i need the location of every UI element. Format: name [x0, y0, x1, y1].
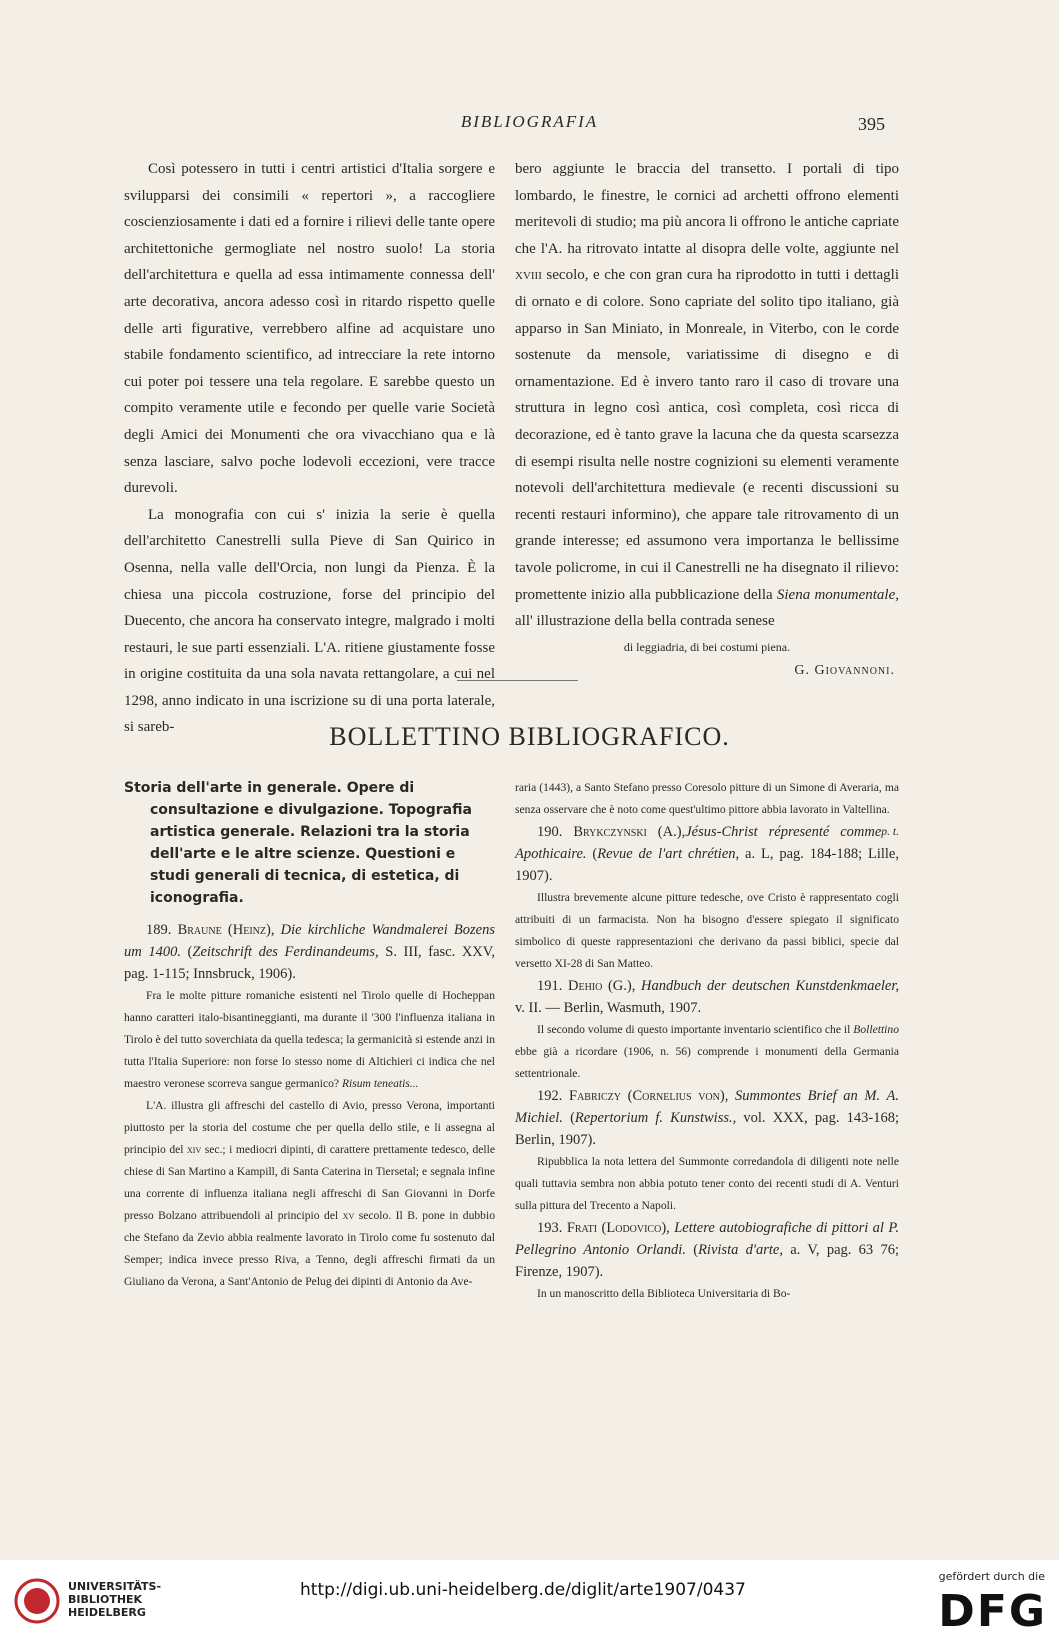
verse-quote: di leggiadria, di bei costumi piena.	[623, 639, 791, 654]
footer-bar	[0, 1560, 1059, 1646]
paragraph: Così potessero in tutti i centri artistici d'Italia sorgere e svilupparsi dei consimili « repertori », a raccogliere coscienziosamente i dati ed a fornire i rilievi delle tante opere architettoniche germogliate nel nostro suolo! La storia dell'architettura e quella ad essa intimamente connessa dell' arte decorativa, ancora adesso così in ritardo rispetto quelle delle arti figurative, verrebbero alfine ad acquistare uno stabile fondamento scientifico, ad intrecciare la rete intorno cui poter poi tessere una tela regolare. E sarebbe questo un compito veramente utile e fecondo per quelle varie Società degli Amici dei Monumenti che ora vivacchiano qua e là senza lasciare, salvo poche lodevoli eccezioni, vere tracce durevoli.	[124, 161, 495, 497]
page-number: 395	[858, 114, 885, 134]
author-signature: G. Giovannoni.	[794, 662, 895, 678]
entry-note: In un manoscritto della Biblioteca Universitaria di Bo-	[537, 1287, 791, 1300]
entry-note: Illustra brevemente alcune pitture tedesche, ove Cristo è rappresentato cogli attribuiti di un farmacista. Non ha bisogno d'essere spiegato il significato simbolico di queste rappresentazioni che derivano da passi biblici, specie dal versetto XI-28 di San Matteo.	[515, 891, 899, 970]
bibliography-entry: 189. Braune (Heinz), Die kirchliche Wandmalerei Bozens um 1400. (Zeitschrift des Ferdinandeums, S. III, fasc. XXV, pag. 1-115; Innsbruck, 1906).	[124, 922, 496, 982]
library-logo-text[interactable]: UNIVERSITÄTS- BIBLIOTHEK HEIDELBERG	[68, 1580, 162, 1619]
bibliography-entry: 192. Fabriczy (Cornelius von), Summontes Brief an M. A. Michiel. (Repertorium f. Kunstwiss., vol. XXX, pag. 143-168; Berlin, 1907).	[515, 1088, 899, 1148]
bibliography-entry: 190. Brykczynski (A.),Jésus-Christ répresenté comme Apothicaire. (Revue de l'art chrétien, a. L, pag. 184-188; Lille, 1907).	[515, 824, 899, 884]
bibliography-entry: 193. Frati (Lodovico), Lettere autobiografiche di pittori al P. Pellegrino Antonio Orlandi. (Rivista d'arte, a. V, pag. 63 76; Firenze, 1907).	[515, 1220, 900, 1280]
column-top-left	[124, 156, 495, 741]
dfg-logo[interactable]: DFG	[938, 1586, 1047, 1637]
paragraph: La monografia con cui s' inizia la serie è quella dell'architetto Canestrelli sulla Pieve di San Quirico in Osenna, nella valle dell'Orcia, non lungi da Pienza. È la chiesa una piccola costruzione, forse del principio del Duecento, che ancora ha conservato integre, malgrado i molti restauri, le sue parti essenziali. L'A. ritiene giustamente fosse in origine costituita da una sola navata rettangolare, a cui nel 1298, anno indicato in una iscrizione su di una porta laterale, si sareb-	[124, 506, 495, 736]
entry-note: Il secondo volume di questo importante inventario scientifico che il Bollettino ebbe già a ricordare (1906, n. 56) comprende i monumenti della Germania settentrionale.	[515, 1023, 899, 1080]
funding-label: gefördert durch die	[938, 1570, 1045, 1583]
entry-note: Fra le molte pitture romaniche esistenti nel Tirolo quelle di Hocheppan hanno caratteri italo-bisantineggianti, ma durante il '300 l'influenza italiana in Tirolo è del tutto soverchiata da quella tedesca; la germanicità si estende anzi in tutta l'Italia Superiore: non forse lo stesso nome di Altichieri ci indica che nel maestro veronese scorreva sangue germanico? Risum teneatis...	[124, 989, 495, 1090]
column-bottom-left	[124, 777, 495, 1293]
entry-note: L'A. illustra gli affreschi del castello di Avio, presso Verona, importanti piuttosto per la storia del costume che per quella dello stile, e li assegna al principio del xiv sec.; i mediocri dipinti, di carattere prettamente tedesco, delle chiese di San Martino a Kampill, di Santa Caterina in Tiersetal; e segnala infine una corrente di influenza italiana negli affreschi di San Giovanni in Dorfe presso Bolzano attribuendoli al principio del xv secolo. Il B. pone in dubbio che Stefano da Zevio abbia realmente lavorato in Tirolo come fu sostenuto dal Semper; indica invece presso Riva, a Tenno, degli affreschi firmati da un Giuliano da Verona, a Sant'Antonio de Pelug dei dipinti di Antonio da Ave-	[124, 1099, 495, 1288]
column-bottom-right	[515, 777, 899, 1305]
entry-note: Ripubblica la nota lettera del Summonte corredandola di diligenti note nelle quali tuttavia sembra non abbia potuto tener conto dei recenti studi di A. Venturi sulla pittura del Trecento a Napoli.	[515, 1155, 899, 1212]
permalink-url[interactable]: http://digi.ub.uni-heidelberg.de/diglit/arte1907/0437	[300, 1580, 746, 1600]
entry-note: raria (1443), a Santo Stefano presso Coresolo pitture di un Simone di Averaria, ma senza osservare che è noto come quest'ultimo pittore abbia lavorato in Valtellina. p. t.	[515, 781, 899, 838]
bibliography-entry: 191. Dehio (G.), Handbuch der deutschen Kunstdenkmaeler, v. II. — Berlin, Wasmuth, 1907.	[515, 978, 900, 1016]
column-top-right	[515, 156, 899, 679]
section-title: BOLLETTINO BIBLIOGRAFICO.	[329, 722, 730, 751]
university-seal-icon	[14, 1578, 60, 1624]
paragraph: bero aggiunte le braccia del transetto. I portali di tipo lombardo, le finestre, le cornici ad archetti offrono elementi meritevoli di studio; ma più ancora li offrono le antiche capriate che l'A. ha ritrovato intatte al disopra delle volte, aggiunte nel xviii secolo, e che con gran cura ha riprodotto in tutti i dettagli di ornato e di colore. Sono capriate del solito tipo italiano, già apparso in San Miniato, in Monreale, in Viterbo, con le corde sostenute da mensole, variatissime di disegno e di ornamentazione. Ed è invero tanto raro il caso di trovare una struttura in legno così antica, così completa, così ricca di decorazione, ed è tanto grave la lacuna che da questa scarsezza di esempi risulta nelle nostre cognizioni su elementi veramente notevoli dell'architettura medievale (e recenti discussioni su recenti restauri informino), che appare tale ritrovamento di un grande interesse; ed assumono vera importanza le bellissime tavole policrome, in cui il Canestrelli ne ha disegnato il rilievo: promettente inizio alla pubblicazione della Siena monumentale, all' illustrazione della bella contrada senese	[515, 161, 900, 630]
running-header: BIBLIOGRAFIA	[460, 112, 599, 131]
subject-heading: Storia dell'arte in generale. Opere di consultazione e divulgazione. Topografia artistica generale. Relazioni tra la storia dell'arte e le altre scienze. Questioni e studi generali di tecnica, di estetica, di iconografia.	[124, 780, 472, 906]
section-divider	[457, 680, 578, 681]
